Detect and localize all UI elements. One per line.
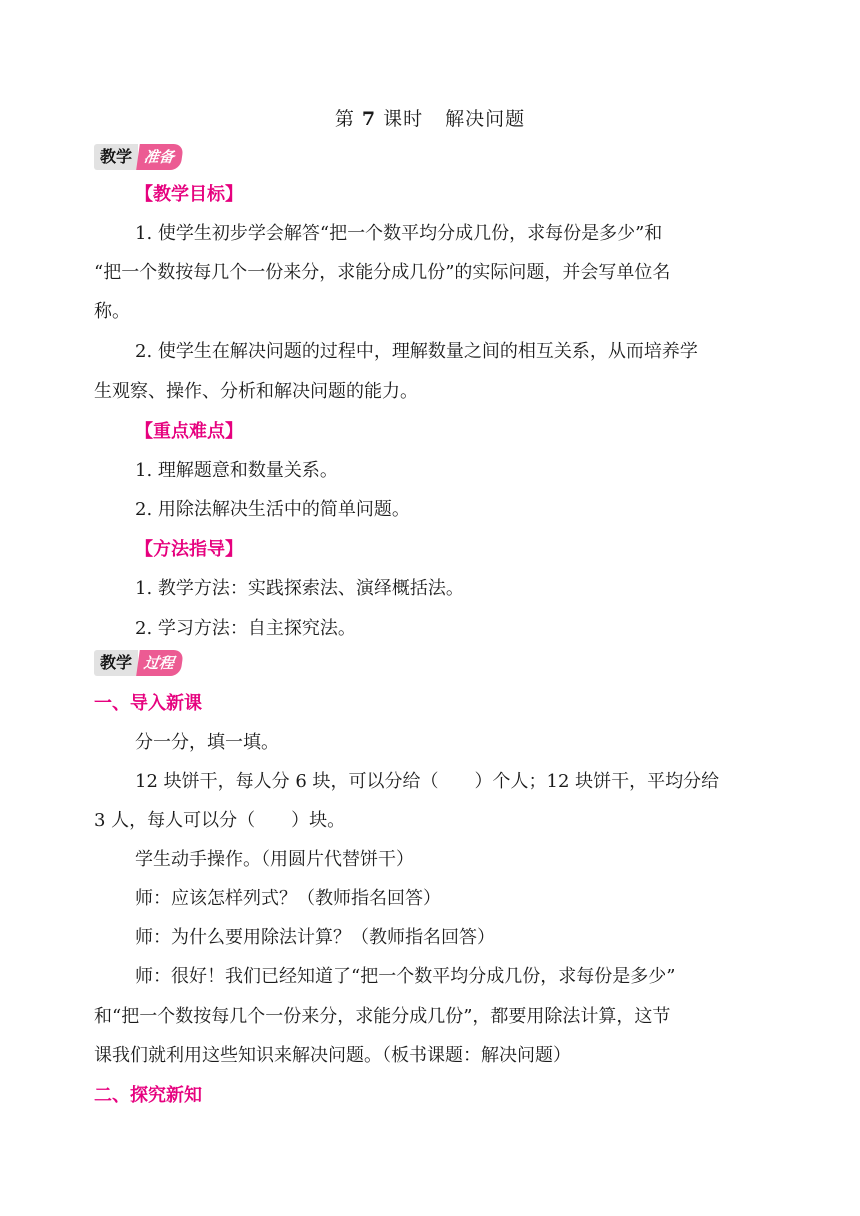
section-1-p4: 师：应该怎样列式？（教师指名回答） [135,888,441,909]
section-1-p6-line-2: 和“把一个数按每几个一份来分，求能分成几份”，都要用除法计算，这节 [94,1006,671,1027]
goal-2-line-1: 2. 使学生在解决问题的过程中，理解数量之间的相互关系，从而培养学 [135,341,698,362]
badge-process-right: 过程 [136,650,184,676]
section-1-p5: 师：为什么要用除法计算？（教师指名回答） [135,927,495,948]
method-heading: 【方法指导】 [135,539,243,560]
lesson-title [0,104,860,131]
key-point-1: 1. 理解题意和数量关系。 [135,460,338,481]
teaching-process-badge [94,650,182,676]
goal-1-line-1: 1. 使学生初步学会解答“把一个数平均分成几份，求每份是多少”和 [135,223,663,244]
section-1-p2-line-2: 3 人，每人可以分（ ）块。 [94,810,346,831]
badge-prep-right: 准备 [136,144,184,170]
badge-prep-left: 教学 [94,144,138,170]
key-points-heading: 【重点难点】 [135,421,243,442]
badge-process-left: 教学 [94,650,138,676]
teaching-prep-badge [94,144,182,170]
method-2: 2. 学习方法：自主探究法。 [135,618,356,639]
section-1-p3: 学生动手操作。（用圆片代替饼干） [135,849,414,870]
title-prefix: 第 [334,108,355,130]
section-1-p2-line-1: 12 块饼干，每人分 6 块，可以分给（ ）个人；12 块饼干，平均分给 [135,771,720,792]
section-2-heading: 二、探究新知 [94,1085,202,1106]
goal-1-line-2: “把一个数按每几个一份来分，求能分成几份”的实际问题，并会写单位名 [94,262,671,283]
method-1: 1. 教学方法：实践探索法、演绎概括法。 [135,578,464,599]
section-1-heading: 一、导入新课 [94,693,202,714]
title-suffix: 课时 [383,108,424,130]
section-1-p6-line-1: 师：很好！我们已经知道了“把一个数平均分成几份，求每份是多少” [135,966,676,987]
goal-1-line-3: 称。 [94,301,130,322]
key-point-2: 2. 用除法解决生活中的简单问题。 [135,499,410,520]
section-1-p6-line-3: 课我们就利用这些知识来解决问题。（板书课题：解决问题） [94,1045,571,1066]
goal-2-line-2: 生观察、操作、分析和解决问题的能力。 [94,381,418,402]
goals-heading: 【教学目标】 [135,184,243,205]
title-topic: 解决问题 [445,108,526,130]
section-1-p1: 分一分，填一填。 [135,732,279,753]
title-number: 7 [361,108,377,130]
